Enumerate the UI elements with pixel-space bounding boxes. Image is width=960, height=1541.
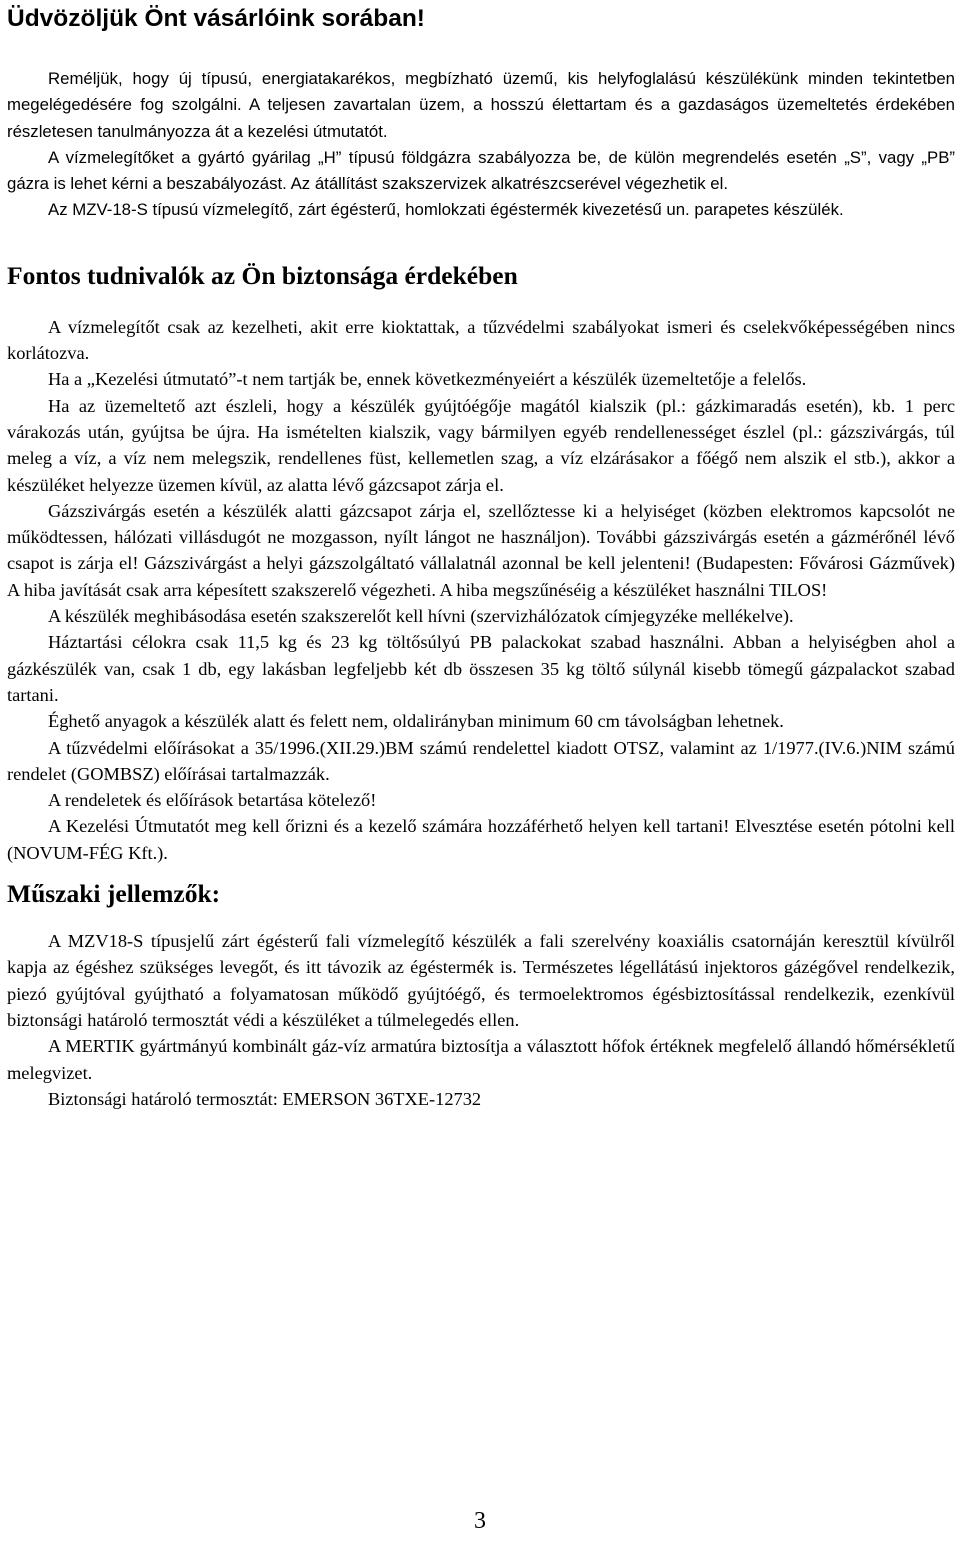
safety-paragraph-keep-manual: A Kezelési Útmutatót meg kell őrizni és a kezelő számára hozzáférhető helyen kell tartani! Elvesztése esetén pótolni kell (NOVUM-FÉG Kft.).: [7, 816, 955, 863]
safety-paragraph-flammables: Éghető anyagok a készülék alatt és felett nem, oldalirányban minimum 60 cm távolságban lehetnek.: [48, 711, 784, 732]
welcome-paragraph-gas-type: A vízmelegítőket a gyártó gyárilag „H” típusú földgázra szabályozza be, de külön megrendelés esetén „S”, vagy „PB” gázra is lehet kérni a beszabályozást. Az átállítást szakszervizek alkatrészcserével végezhetik el.: [7, 147, 955, 194]
safety-paragraph-regulations: A tűzvédelmi előírásokat a 35/1996.(XII.29.)BM számú rendelettel kiadott OTSZ, valamint az 1/1977.(IV.6.)NIM számú rendelet (GOMBSZ) előírásai tartalmazzák.: [7, 737, 955, 784]
welcome-section: [7, 66, 955, 224]
safety-title: Fontos tudnivalók az Ön biztonsága érdekében: [7, 260, 518, 290]
safety-paragraph-gas-leak: Gázszivárgás esetén a készülék alatti gázcsapot zárja el, szellőztesse ki a helyiséget (közben elektromos kapcsolót ne működtessen, hálózati villásdugót ne mozgasson, nyílt lángot ne használjon). További gázszivárgás esetén a gázmérőnél lévő csapot is zárja el! Gázszivárgást a helyi gázszolgáltató vállalatnál azonnal be kell jelenteni! (Budapesten: Fővárosi Gázművek) A hiba javítását csak arra képesített szakszerelő végezheti. A hiba megszűnéséig a készüléket használni TILOS!: [7, 500, 955, 600]
safety-paragraph-responsibility: Ha a „Kezelési útmutató”-t nem tartják be, ennek következményeiért a készülék üzemeltetője a felelős.: [48, 369, 807, 390]
technical-title: Műszaki jellemzők:: [7, 879, 221, 909]
welcome-title: Üdvözöljük Önt vásárlóink sorában!: [7, 5, 425, 32]
safety-section: [7, 314, 955, 866]
technical-paragraph-armature: A MERTIK gyártmányú kombinált gáz-víz armatúra biztosítja a választott hőfok értéknek megfelelő állandó hőmérsékletű melegvizet.: [7, 1036, 955, 1083]
safety-paragraph-mandatory: A rendeletek és előírások betartása kötelező!: [48, 790, 377, 811]
page-number: 3: [474, 1508, 486, 1534]
safety-paragraph-malfunction: A készülék meghibásodása esetén szakszerelőt kell hívni (szervizhálózatok címjegyzéke mellékelve).: [48, 606, 794, 627]
safety-paragraph-operator: A vízmelegítőt csak az kezelheti, akit erre kioktattak, a tűzvédelmi szabályokat ismeri és cselekvőképességében nincs korlátozva.: [7, 316, 955, 364]
document-content: [7, 0, 955, 1112]
technical-paragraph-description: A MZV18-S típusjelű zárt égésterű fali vízmelegítő készülék a fali szerelvény koaxiális csatornáján keresztül kívülről kapja az égéshez szükséges levegőt, és itt távozik az égéstermék is. Természetes légellátású injektoros gázégővel rendelkezik, piezó gyújtóval gyújtható a folyamatosan működő gyújtóégő, és termoelektromos égésbiztosítással rendelkezik, ezenkívül biztonsági határoló termosztát védi a készüléket a túlmelegedés ellen.: [7, 931, 955, 1030]
welcome-paragraph-model: Az MZV-18-S típusú vízmelegítő, zárt égésterű, homlokzati égéstermék kivezetésű un. parapetes készülék.: [48, 200, 844, 220]
welcome-paragraph-intro: Reméljük, hogy új típusú, energiatakarékos, megbízható üzemű, kis helyfoglalású készülékünk minden tekintetben megelégedésére fog szolgálni. A teljesen zavartalan üzem, a hosszú élettartam és a gazdaságos üzemeltetés érdekében részletesen tanulmányozza át a kezelési útmutatót.: [7, 69, 955, 141]
technical-paragraph-thermostat: Biztonsági határoló termosztát: EMERSON 36TXE-12732: [48, 1088, 482, 1109]
safety-paragraph-gas-bottles: Háztartási célokra csak 11,5 kg és 23 kg töltősúlyú PB palackokat szabad használni. Abban a helyiségben ahol a gázkészülék van, csak 1 db, egy lakásban legfeljebb két db összesen 35 kg töltő súlynál kisebb tömegű gázpalackot szabad tartani.: [7, 632, 955, 705]
safety-paragraph-pilot-flame: Ha az üzemeltető azt észleli, hogy a készülék gyújtóégője magától kialszik (pl.: gázkimaradás esetén), kb. 1 perc várakozás után, gyújtsa be újra. Ha ismételten kialszik, vagy bármilyen egyéb rendellenességet észlel (pl.: gázszivárgás, túl meleg a víz, a víz nem melegszik, rendellenes füst, kellemetlen szag, a víz elzárásakor a főégő nem alszik el stb.), akkor a készüléket helyezze üzemen kívül, az alatta lévő gázcsapot zárja el.: [7, 395, 955, 495]
technical-section: [7, 928, 955, 1112]
